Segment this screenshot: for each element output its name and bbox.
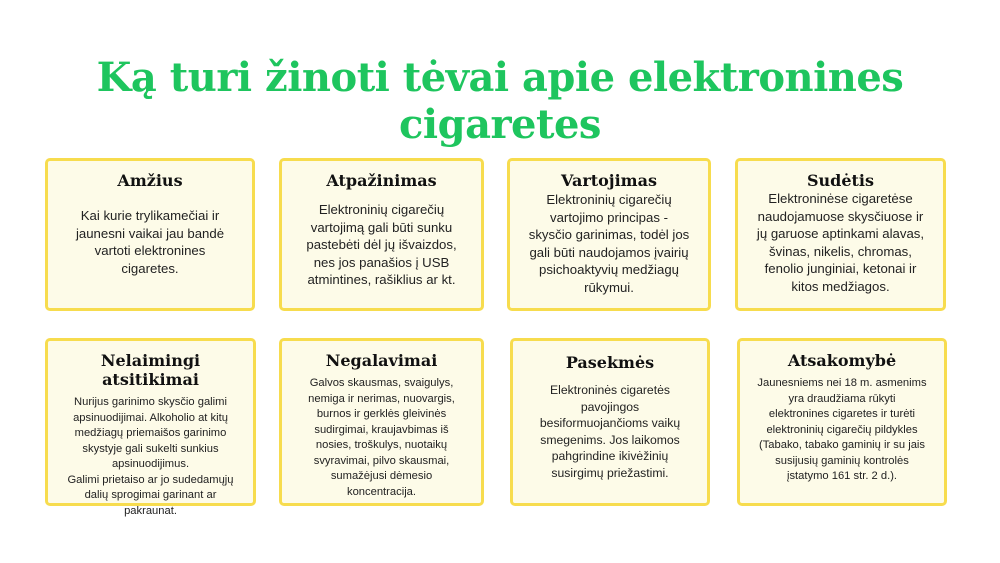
card-title: Atsakomybė bbox=[787, 351, 897, 370]
card-amzius bbox=[45, 158, 255, 311]
card-sudetis bbox=[735, 158, 946, 311]
card-vartojimas bbox=[507, 158, 711, 311]
card-title: Negalavimai bbox=[325, 351, 438, 370]
card-title: Pasekmės bbox=[565, 353, 655, 372]
card-title: Vartojimas bbox=[561, 171, 657, 190]
card-text: Elektroninių cigarečių vartojimą gali būti sunku pastebėti dėl jų išvaizdos, nes jos panašios į USB atmintines, rašiklius ar kt. bbox=[306, 202, 457, 287]
card-text: Elektroninės cigaretės pavojingos besiformuojančioms vaikų smegenims. Jos laikomos pahgrindine ikivėžinių susirgimų priežastimi. bbox=[539, 383, 681, 480]
card-text: Kai kurie trylikamečiai ir jaunesni vaikai jau bandė vartoti elektronines cigaretes. bbox=[75, 208, 225, 276]
card-title: Nelaimingi atsitikimai bbox=[100, 351, 201, 389]
card-text: Galvos skausmas, svaigulys, nemiga ir nerimas, nuovargis, burnos ir gerklės gleivinės sudirgimai, kraujavbimas iš nosies, troškulys, nuotaikų svyravimai, pilvo skausmai, sumažėjusi dėmesio koncentracija. bbox=[308, 377, 455, 498]
card-title: Sudėtis bbox=[806, 171, 875, 190]
card-text: Jaunesniems nei 18 m. asmenims yra draudžiama rūkyti elektronines cigaretes ir turėti elektroninių cigarečių pildykles (Tabako, tabako gaminių ir su jais susijusių gaminių kontrolės įstatymo 161 str. 2 d.). bbox=[757, 377, 927, 482]
card-negalavimai bbox=[279, 338, 484, 506]
card-atsakomybe bbox=[737, 338, 947, 506]
card-text: Nurijus garinimo skysčio galimi apsinuodijimai. Alkoholio at kitų medžiagų priemaišos garinimo skystyje gali sukelti sunkius apsinuodijimus. Galimi prietaiso ar jo sudedamųjų dalių sprogimai garinant ar pakraunat. bbox=[67, 396, 234, 517]
card-text: Elektroninių cigarečių vartojimo principas - skysčio garinimas, todėl jos gali būti naudojamos įvairių psichoaktyvių medžiagų rūkymui. bbox=[528, 192, 690, 295]
page-title: Ką turi žinoti tėvai apie elektronines cigaretes bbox=[96, 54, 904, 148]
card-title: Atpažinimas bbox=[326, 171, 437, 190]
card-nelaimingi-atsitikimai bbox=[45, 338, 256, 517]
card-text: Elektroninėse cigaretėse naudojamuose skysčiuose ir jų garuose aptinkami alavas, švinas, nikelis, chromas, fenolio junginiai, ketonai ir kitos medžiagos. bbox=[756, 191, 925, 294]
card-atpazinimas bbox=[279, 158, 484, 311]
card-pasekmes bbox=[510, 338, 710, 506]
card-title: Amžius bbox=[117, 171, 183, 190]
